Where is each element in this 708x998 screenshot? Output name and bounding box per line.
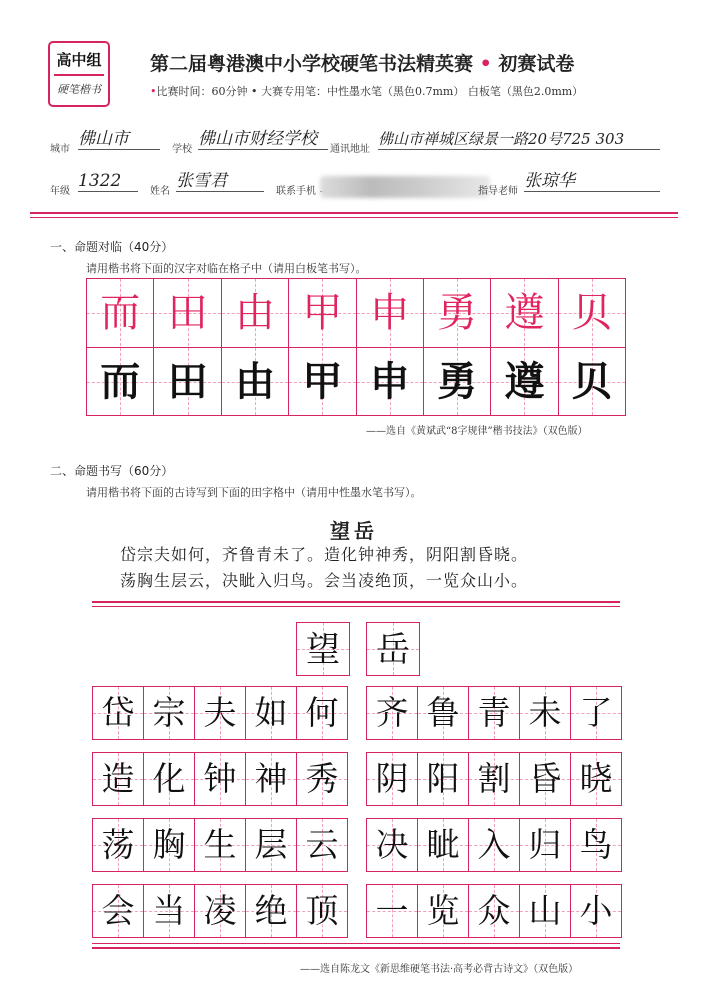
written-char: 齐 [375,693,409,732]
written-char[interactable]: 由 [234,358,275,405]
badge-divider [54,74,104,76]
grid-cell[interactable] [93,687,144,739]
written-char: 神 [254,759,288,798]
grid-cell[interactable] [571,753,621,805]
written-char: 一 [375,891,409,930]
grid-cell[interactable] [520,753,571,805]
model-char: 遵 [504,290,545,336]
copy-column [559,279,625,415]
phone-redaction [320,176,490,198]
badge-sub: 硬笔楷书 [57,83,101,96]
grid-cell[interactable] [418,885,469,937]
page-title [150,49,574,76]
grid-cell[interactable] [367,687,418,739]
section1-source: ——选自《黄斌武“8字规律”楷书技法》（双色版） [366,426,588,437]
info-text: 比赛时间：60分钟 • 大赛专用笔：中性墨水笔（黑色0.7mm） 白板笔（黑色2.0mm） [156,85,584,98]
written-char[interactable]: 遵 [504,358,545,405]
grid-cell[interactable] [469,885,520,937]
copy-column [222,279,289,415]
grid-cell[interactable] [297,687,347,739]
grid-cell[interactable] [93,753,144,805]
grid-cell[interactable] [246,885,297,937]
grid-cell[interactable] [93,819,144,871]
grid-cell[interactable] [418,753,469,805]
written-char: 何 [305,693,339,732]
divider-mid [92,601,620,603]
written-char: 未 [528,693,562,732]
grid-cell[interactable] [195,687,246,739]
section1-instruction: 请用楷书将下面的汉字对临在格子中（请用白板笔书写）。 [86,262,367,275]
copy-column [289,279,356,415]
title-cell[interactable] [296,622,350,676]
grid-cell[interactable] [246,687,297,739]
divider-mid-thin [92,606,620,607]
title-suffix: 初赛试卷 [498,53,575,75]
grid-cell[interactable] [469,687,520,739]
written-char: 岱 [101,693,135,732]
title-char: 望 [306,630,340,670]
teacher-label: 指导老师 [478,186,518,197]
written-char: 决 [375,825,409,864]
written-char: 夫 [203,693,237,732]
written-char: 荡 [101,825,135,864]
model-char: 田 [167,290,208,336]
copy-column [87,279,154,415]
teacher-field[interactable]: 张琼华 [524,171,660,192]
group-badge [48,41,110,107]
written-char: 绝 [254,891,288,930]
grade-label: 年级 [50,186,70,197]
section2-heading: 二、命题书写（60分） [50,464,174,478]
written-char: 鸟 [579,825,613,864]
section2-source: ——选自陈龙文《新思维硬笔书法·高考必背古诗文》（双色版） [300,964,579,975]
written-char: 化 [152,759,186,798]
grid-cell[interactable] [571,687,621,739]
poem-row [92,686,348,740]
poem-row [366,752,622,806]
written-char[interactable]: 勇 [437,358,478,405]
name-field[interactable]: 张雪君 [176,171,264,192]
section1-heading: 一、命题对临（40分） [50,240,174,254]
written-char: 阴 [375,759,409,798]
poem-row [366,818,622,872]
badge-group: 高中组 [56,51,102,69]
grid-cell[interactable] [195,885,246,937]
grid-cell[interactable] [297,753,347,805]
written-char: 造 [101,759,135,798]
copy-grid [86,278,626,416]
written-char: 云 [305,825,339,864]
grid-cell[interactable] [571,819,621,871]
written-char: 生 [203,825,237,864]
written-char: 凌 [203,891,237,930]
grid-cell[interactable] [520,885,571,937]
divider-bottom [92,943,620,944]
grid-cell[interactable] [246,753,297,805]
written-char: 当 [152,891,186,930]
divider-bottom-thick [92,947,620,949]
written-char: 钟 [203,759,237,798]
title-main: 第二届粤港澳中小学校硬笔书法精英赛 [150,53,474,75]
info-dot: • [150,85,157,98]
copy-column [424,279,491,415]
poem-row [92,752,348,806]
grid-cell[interactable] [195,819,246,871]
model-char: 勇 [437,290,478,336]
written-char: 山 [528,891,562,930]
poem-row [366,884,622,938]
name-label: 姓名 [150,186,170,197]
written-char: 宗 [152,693,186,732]
grid-cell[interactable] [144,885,195,937]
school-label: 学校 [172,144,192,155]
grid-cell[interactable] [367,885,418,937]
grid-cell[interactable] [520,819,571,871]
grid-cell[interactable] [520,687,571,739]
grid-cell[interactable] [571,885,621,937]
written-char: 了 [579,693,613,732]
poem-line-2: 荡胸生层云，决眦入归鸟。会当凌绝顶，一览众山小。 [120,571,529,590]
model-char: 贝 [571,290,612,336]
copy-column [357,279,424,415]
grid-cell[interactable] [93,885,144,937]
written-char[interactable]: 而 [100,358,141,405]
model-char: 而 [100,290,141,336]
poem-row [92,884,348,938]
divider-top-thin [30,217,678,218]
written-char: 归 [528,825,562,864]
city-label: 城市 [50,144,70,155]
written-char: 入 [477,825,511,864]
grid-cell[interactable] [418,819,469,871]
school-field[interactable]: 佛山市财经学校 [198,129,328,150]
city-field[interactable]: 佛山市 [78,129,160,150]
poem-row [92,818,348,872]
written-char[interactable]: 甲 [302,358,343,405]
copy-column [154,279,221,415]
written-char: 小 [579,891,613,930]
written-char: 如 [254,693,288,732]
written-char: 层 [254,825,288,864]
written-char: 鲁 [426,693,460,732]
written-char: 青 [477,693,511,732]
title-char: 岳 [376,630,410,670]
model-char: 由 [234,290,275,336]
written-char: 顶 [305,891,339,930]
written-char[interactable]: 贝 [571,358,612,405]
grid-cell[interactable] [418,687,469,739]
grade-field[interactable]: 1322 [78,171,138,192]
poem-title: 望岳 [330,519,378,543]
title-cell[interactable] [366,622,420,676]
grid-cell[interactable] [144,687,195,739]
model-char: 申 [369,290,410,336]
grid-cell[interactable] [297,819,347,871]
grid-cell[interactable] [246,819,297,871]
written-char: 览 [426,891,460,930]
written-char: 割 [477,759,511,798]
grid-cell[interactable] [144,819,195,871]
phone-label: 联系手机 [276,186,316,197]
grid-cell[interactable] [469,753,520,805]
written-char: 眦 [426,825,460,864]
address-field[interactable]: 佛山市禅城区绿景一路20号725 303 [378,129,660,150]
grid-cell[interactable] [367,819,418,871]
poem-row [366,686,622,740]
written-char: 秀 [305,759,339,798]
written-char: 晓 [579,759,613,798]
written-char[interactable]: 申 [369,358,410,405]
title-dot: • [473,53,499,75]
address-label: 通讯地址 [330,144,370,155]
written-char: 阳 [426,759,460,798]
model-char: 甲 [302,290,343,336]
written-char: 众 [477,891,511,930]
copy-column [491,279,558,415]
written-char: 会 [101,891,135,930]
grid-cell[interactable] [195,753,246,805]
grid-cell[interactable] [367,753,418,805]
poem-line-1: 岱宗夫如何，齐鲁青未了。造化钟神秀，阴阳割昏晓。 [120,545,529,564]
grid-cell[interactable] [297,885,347,937]
written-char: 胸 [152,825,186,864]
section2-instruction: 请用楷书将下面的古诗写到下面的田字格中（请用中性墨水笔书写）。 [86,486,422,499]
exam-info [150,83,583,99]
written-char: 昏 [528,759,562,798]
grid-cell[interactable] [469,819,520,871]
written-char[interactable]: 田 [167,358,208,405]
grid-cell[interactable] [144,753,195,805]
divider-top [30,212,678,214]
